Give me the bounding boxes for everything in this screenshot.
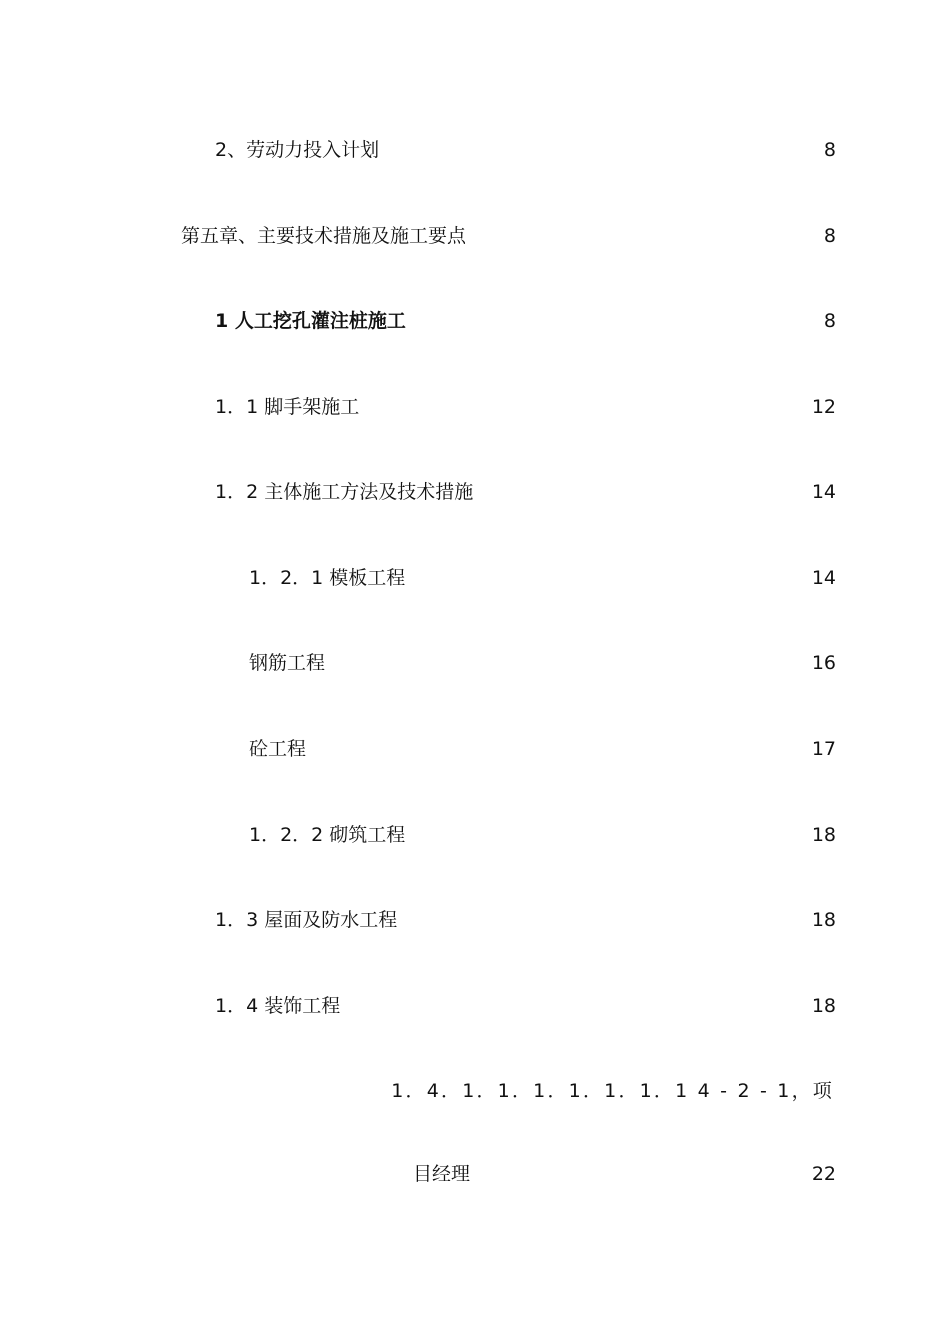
toc-entry-page-number: 17 xyxy=(811,738,836,760)
toc-entry[interactable] xyxy=(0,820,950,850)
toc-entry-title: 1．1 脚手架施工 xyxy=(215,396,360,418)
toc-entry[interactable] xyxy=(0,221,950,251)
toc-entry-title: 1．4 装饰工程 xyxy=(215,995,341,1017)
toc-entry-title: 第五章、主要技术措施及施工要点 xyxy=(181,225,467,247)
toc-entry-title: 1．2．1 模板工程 xyxy=(249,567,406,589)
toc-entry[interactable] xyxy=(0,563,950,593)
toc-entry-page-number: 18 xyxy=(811,824,836,846)
toc-entry-title: 砼工程 xyxy=(249,738,307,760)
toc-entry-page-number: 8 xyxy=(823,225,836,247)
toc-entry[interactable] xyxy=(0,991,950,1021)
toc-entry[interactable] xyxy=(0,905,950,935)
toc-entry-page-number: 18 xyxy=(811,995,836,1017)
toc-entry-title: 钢筋工程 xyxy=(249,652,326,674)
toc-entry-page-number: 18 xyxy=(811,909,836,931)
toc-entry-page-number: 16 xyxy=(811,652,836,674)
toc-entry-page-number: 22 xyxy=(811,1163,836,1185)
toc-entry-number-line: 1．4．1．1．1．1．1．1．1 4 - 2 - 1，项 xyxy=(391,1080,834,1102)
toc-entry-page-number: 14 xyxy=(811,567,836,589)
toc-entry[interactable] xyxy=(0,1159,950,1189)
toc-entry[interactable] xyxy=(0,648,950,678)
toc-entry-page-number: 8 xyxy=(823,310,836,332)
toc-entry-title: 1．3 屋面及防水工程 xyxy=(215,909,398,931)
toc-entry-page-number: 12 xyxy=(811,396,836,418)
toc-entry-title: 1．2 主体施工方法及技术措施 xyxy=(215,481,474,503)
toc-entry[interactable] xyxy=(0,392,950,422)
toc-entry-page-number: 8 xyxy=(823,139,836,161)
toc-entry-title: 1．2．2 砌筑工程 xyxy=(249,824,406,846)
toc-entry[interactable] xyxy=(0,734,950,764)
toc-entry-page-number: 14 xyxy=(811,481,836,503)
toc-entry-title: 2、劳动力投入计划 xyxy=(215,139,380,161)
toc-entry[interactable] xyxy=(0,306,950,336)
toc-entry-title: 目经理 xyxy=(413,1163,471,1185)
toc-entry-title: 1 人工挖孔灌注桩施工 xyxy=(215,310,406,332)
toc-entry[interactable] xyxy=(0,477,950,507)
toc-entry-broken-number[interactable] xyxy=(0,1076,950,1106)
toc-entry[interactable] xyxy=(0,135,950,165)
